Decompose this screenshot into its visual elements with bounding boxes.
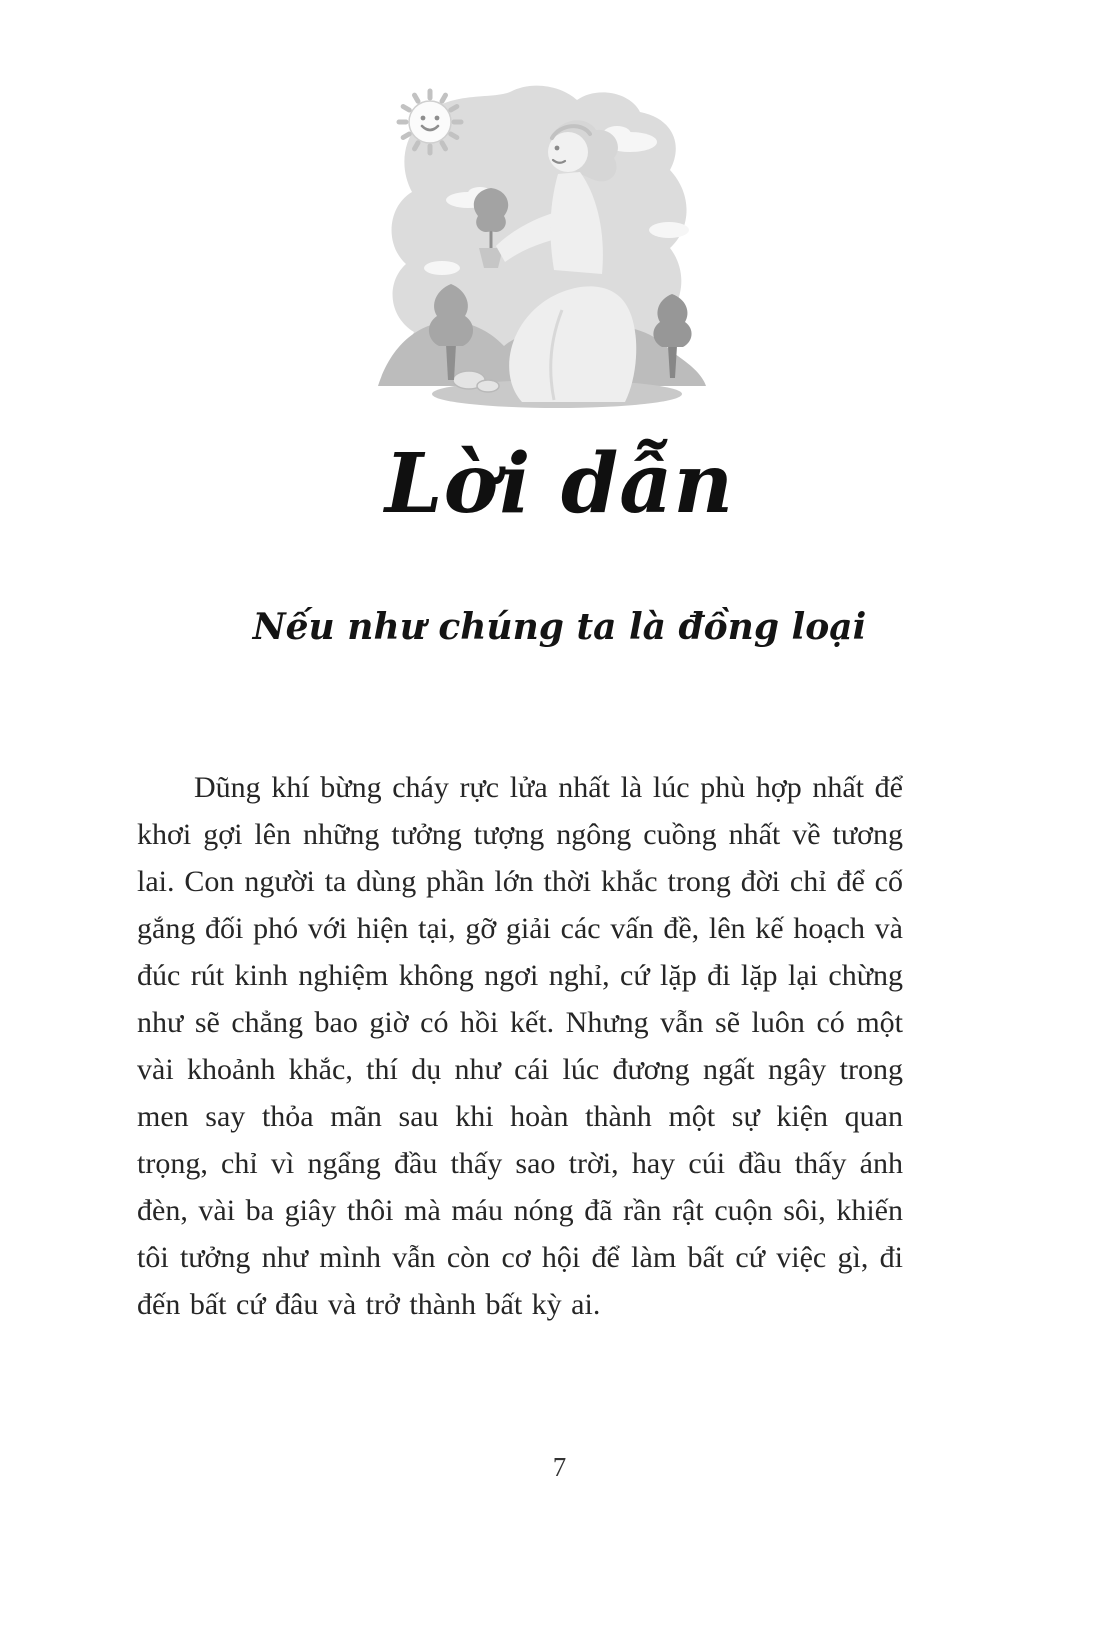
chapter-illustration [372, 78, 712, 408]
illustration-svg [372, 78, 712, 408]
page-number: 7 [552, 1452, 567, 1482]
chapter-subtitle: Nếu như chúng ta là đồng loại [252, 606, 867, 648]
page-title: Lời dẫn [384, 436, 735, 532]
body-paragraph: Dũng khí bừng cháy rực lửa nhất là lúc phù hợp nhất để khơi gợi lên những tưởng tượng ngông cuồng nhất về tương lai. Con người ta dùng phần lớn thời khắc trong đời chỉ để cố gắng đối phó với hiện tại, gỡ giải các vấn đề, lên kế hoạch và đúc rút kinh nghiệm không ngơi nghỉ, cứ lặp đi lặp lại chừng như sẽ chẳng bao giờ có hồi kết. Nhưng vẫn sẽ luôn có một vài khoảnh khắc, thí dụ như cái lúc đương ngất ngây trong men say thỏa mãn sau khi hoàn thành một sự kiện quan trọng, chỉ vì ngẩng đầu thấy sao trời, hay cúi đầu thấy ánh đèn, vài ba giây thôi mà máu nóng đã rần rật cuộn sôi, khiến tôi tưởng như mình vẫn còn cơ hội để làm bất cứ việc gì, đi đến bất cứ đâu và trở thành bất kỳ ai. [137, 771, 903, 1321]
